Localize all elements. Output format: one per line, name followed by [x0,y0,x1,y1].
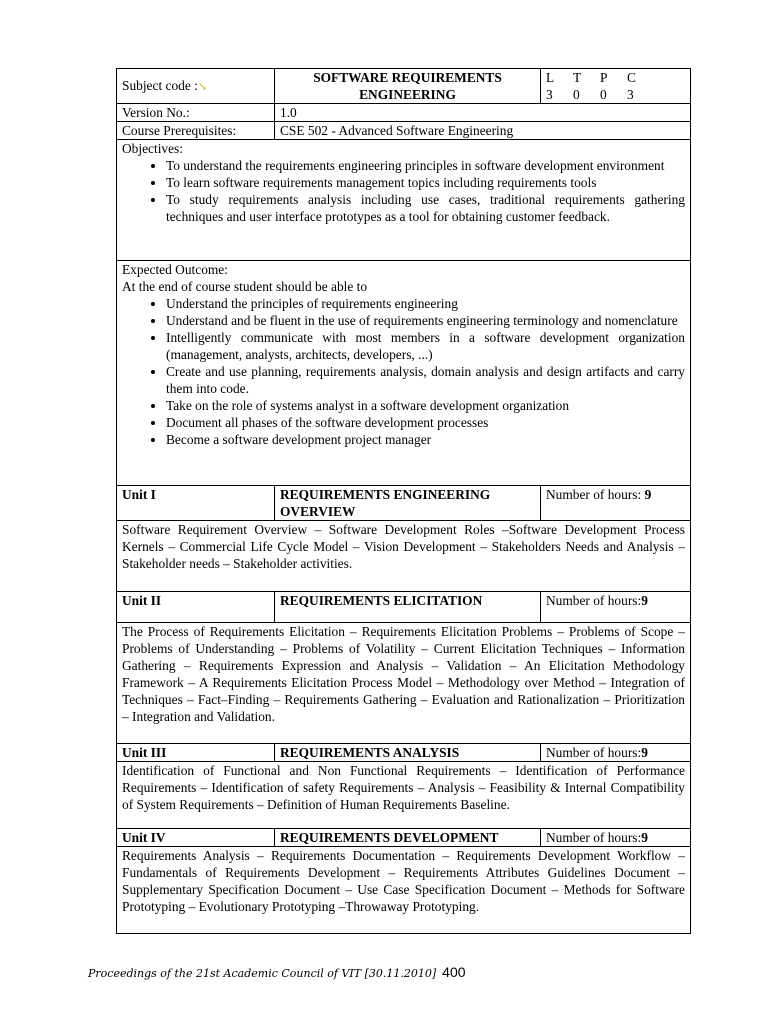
header-row [117,69,691,104]
outcome-item: • Become a software development project manager [166,431,685,448]
page-number: 400 [442,964,466,980]
unit-content: The Process of Requirements Elicitation – Requirements Elicitation Problems – Problems of Scope – Problems of Understanding – Problems of Volatility – Current Elicitation Techniques – Information Gathering – Requirements Expression and Analysis – Validation – An Elicitation Methodology Framework – A Requirements Elicitation Process Model – Methodology over Method – Integration of Techniques – Fact–Finding – Requirements Gathering – Evaluation and Rationalization – Prioritization – Integration and Validation. [117,623,691,744]
syllabus-table [116,68,691,934]
objectives-heading: Objectives: [122,141,183,156]
outcome-item: • Take on the role of systems analyst in a software development organization [166,397,685,414]
unit-title: REQUIREMENTS ELICITATION [275,592,541,623]
unit-content-row [117,623,691,744]
unit-hours [541,592,691,623]
ltpc-label-t: T [573,70,582,85]
outcome-row [117,261,691,486]
objectives-row [117,140,691,261]
ltpc-value-p: 0 [600,87,607,102]
prerequisites-row [117,122,691,140]
objectives-cell [117,140,691,261]
unit-label: Unit II [117,592,275,623]
subject-title-line2: ENGINEERING [359,87,456,102]
footer-text: Proceedings of the 21st Academic Council of VIT [30.11.2010] [88,967,437,980]
unit-hours-value: 9 [641,593,648,608]
unit-content: Identification of Functional and Non Functional Requirements – Identification of Performance Requirements – Identification of safety Requirements – Analysis – Feasibility & Internal Compatibility of System Requirements – Definition of Human Requirements Baseline. [117,762,691,829]
subject-code-cell [117,69,275,104]
ltpc-label-c: C [627,70,636,85]
unit-hours-value: 9 [641,830,648,845]
ltpc-value-c: 3 [627,87,634,102]
outcome-item: • Understand and be fluent in the use of requirements engineering terminology and nomenclature [166,312,685,329]
ltpc-label-p: P [600,70,608,85]
unit-content-row [117,762,691,829]
objective-item: • To understand the requirements engineering principles in software development environment [166,157,685,174]
version-value: 1.0 [275,104,691,122]
unit-content: Requirements Analysis – Requirements Documentation – Requirements Development Workflow – Fundamentals of Requirements Development – Requirements Attributes Guidelines Document – Supplementary Specification Document – Use Case Specification Document – Methods for Software Prototyping – Evolutionary Prototyping –Throwaway Prototyping. [117,847,691,934]
unit-header-row [117,744,691,762]
page-footer [88,964,466,980]
outcome-item: • Intelligently communicate with most members in a software development organization (management, analysts, architects, developers, ...) [166,329,685,363]
unit-title: REQUIREMENTS DEVELOPMENT [275,829,541,847]
annotation-mark-icon: ↘ [197,80,208,93]
objective-item: • To study requirements analysis including use cases, traditional requirements gathering techniques and user interface prototypes as a tool for obtaining customer feedback. [166,191,685,225]
unit-label: Unit I [117,486,275,521]
unit-title: REQUIREMENTS ANALYSIS [275,744,541,762]
objectives-list [122,157,685,225]
version-label: Version No.: [117,104,275,122]
unit-header-row [117,829,691,847]
unit-hours-value: 9 [641,745,648,760]
unit-header-row [117,592,691,623]
unit-title: REQUIREMENTS ENGINEERING OVERVIEW [275,486,541,521]
unit-hours-label: Number of hours: [546,593,642,608]
outcome-item: • Create and use planning, requirements analysis, domain analysis and design artifacts and carry them into code. [166,363,685,397]
unit-hours-label: Number of hours: [546,487,642,502]
objective-item: • To learn software requirements management topics including requirements tools [166,174,685,191]
outcome-heading: Expected Outcome: [122,262,228,277]
outcome-item: • Document all phases of the software development processes [166,414,685,431]
unit-header-row [117,486,691,521]
unit-content-row [117,847,691,934]
subject-title-cell [275,69,541,104]
outcome-item: • Understand the principles of requirements engineering [166,295,685,312]
subject-code-label: Subject code : [122,77,198,93]
unit-label: Unit III [117,744,275,762]
outcome-list [122,295,685,448]
unit-hours-label: Number of hours: [546,745,642,760]
version-row [117,104,691,122]
subject-title-line1: SOFTWARE REQUIREMENTS [313,70,502,85]
outcome-cell [117,261,691,486]
unit-hours [541,744,691,762]
unit-content: Software Requirement Overview – Software Development Roles –Software Development Process Kernels – Commercial Life Cycle Model – Vision Development – Stakeholders Needs and Analysis – Stakeholder needs – Stakeholder activities. [117,521,691,592]
ltpc-value-l: 3 [546,87,553,102]
ltpc-value-t: 0 [573,87,580,102]
prerequisites-value: CSE 502 - Advanced Software Engineering [275,122,691,140]
ltpc-cell [541,69,691,104]
ltpc-label-l: L [546,70,555,85]
unit-hours [541,486,691,521]
prerequisites-label: Course Prerequisites: [117,122,275,140]
ltpc-grid [546,69,654,103]
unit-content-row [117,521,691,592]
unit-hours-label: Number of hours: [546,830,642,845]
unit-label: Unit IV [117,829,275,847]
outcome-intro: At the end of course student should be able to [122,279,368,294]
unit-hours [541,829,691,847]
unit-hours-value: 9 [644,487,652,502]
